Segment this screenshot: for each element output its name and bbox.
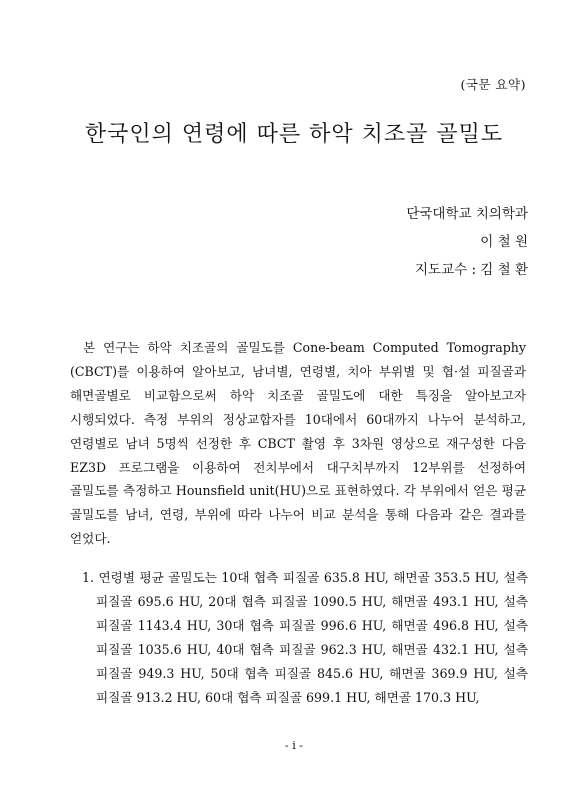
author-block (406, 200, 528, 284)
author-name: 이 철 원 (480, 234, 528, 250)
result-item-1: 1. 연령별 평균 골밀도는 10대 협측 피질골 635.8 HU, 해면골 353.5 HU, 설측 피질골 695.6 HU, 20대 협측 피질골 1090.5 HU, 해면골 493.1 HU, 설측 피질골 1143.4 HU, 30대 협측 피질골 996.6 HU, 해면골 496.8 HU, 설측 피질골 1035.6 HU, 40대 협측 피질골 962.3 HU, 해면골 432.1 HU, 설측 피질골 949.3 HU, 50대 협측 피질골 845.6 HU, 해면골 369.9 HU, 설측 피질골 913.2 HU, 60대 협측 피질골 699.1 HU, 해면골 170.3 HU, (82, 570, 528, 705)
abstract-paragraph: 본 연구는 하악 치조골의 골밀도를 Cone-beam Computed Tomography (CBCT)를 이용하여 알아보고, 남녀별, 연령별, 치아 부위별 및 협·설 피질골과 해면골별로 비교함으로써 하악 치조골 골밀도에 대한 특징을 알아보고자 시행되었다. 측정 부위의 정상교합자를 10대에서 60대까지 나누어 분석하고, 연령별로 남녀 5명씩 선정한 후 CBCT 촬영 후 3차원 영상으로 재구성한 다음 EZ3D 프로그램을 이용하여 전치부에서 대구치부까지 12부위를 선정하여 골밀도를 측정하고 Hounsfield unit(HU)으로 표현하였다. 각 부위에서 얻은 평균 골밀도를 남녀, 연령, 부위에 따라 나누어 비교 분석을 통해 다음과 같은 결과를 얻었다. (70, 340, 526, 547)
summary-kind-label: (국문 요약) (460, 77, 526, 92)
advisor-name: 지도교수 : 김 철 환 (414, 262, 528, 278)
page-title: 한국인의 연령에 따른 하악 치조골 골밀도 (84, 122, 504, 147)
affiliation: 단국대학교 치의학과 (406, 206, 528, 222)
page-number: - i - (285, 739, 303, 752)
